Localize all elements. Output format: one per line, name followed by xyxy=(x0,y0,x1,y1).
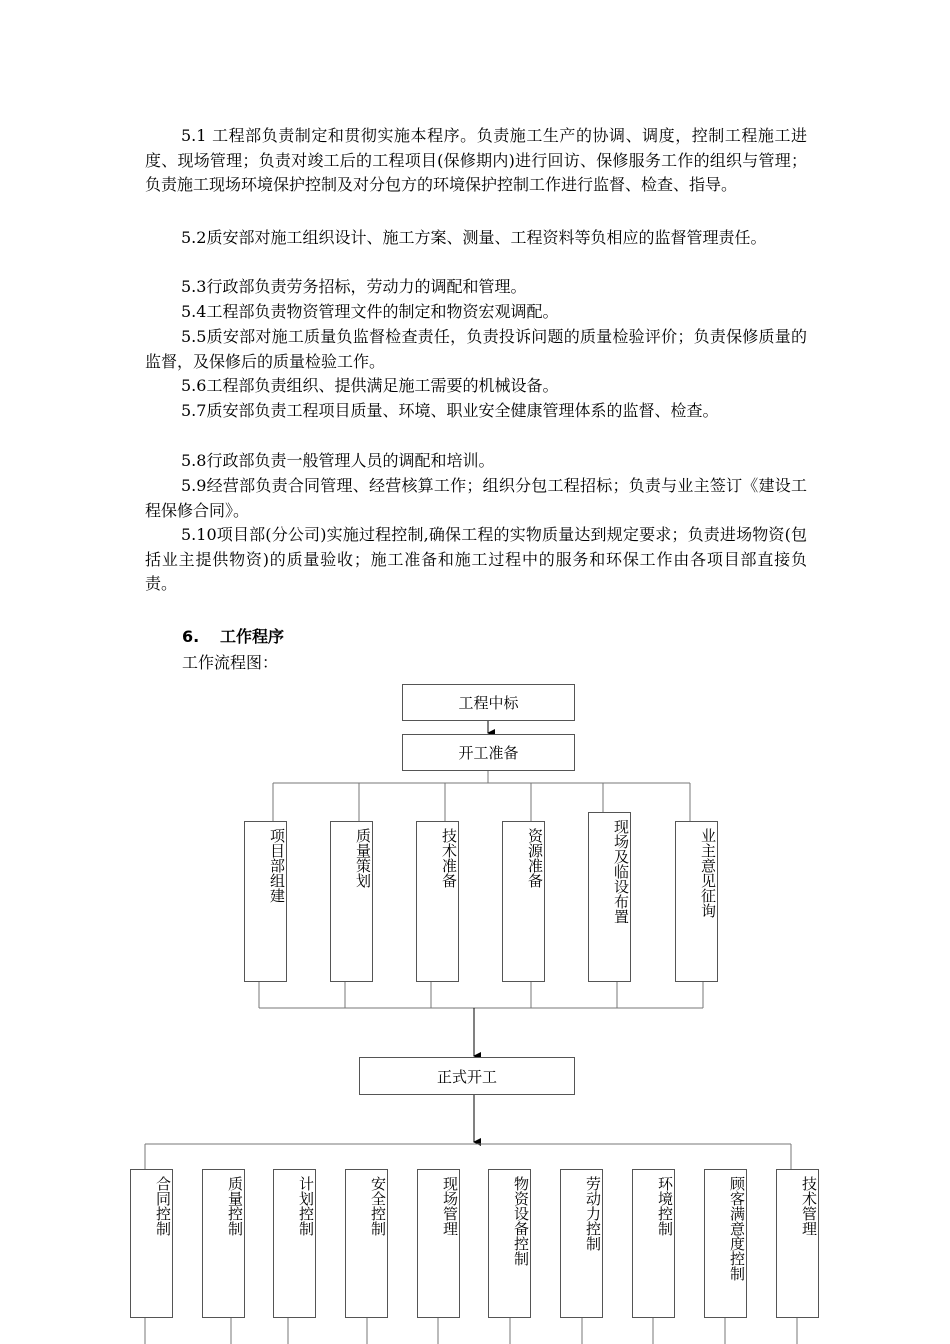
prep-item-owner-opinion: 业主意见征询 xyxy=(675,821,718,982)
section-title: 工作程序 xyxy=(220,627,285,646)
control-item-contract: 合同控制 xyxy=(130,1169,173,1318)
control-item-safety: 安全控制 xyxy=(345,1169,388,1318)
flow-prepare-box: 开工准备 xyxy=(402,734,575,771)
control-item-labor: 劳动力控制 xyxy=(560,1169,603,1318)
prep-item-project-team: 项目部组建 xyxy=(244,821,287,982)
paragraph-5-3: 5.3行政部负责劳务招标，劳动力的调配和管理。 xyxy=(181,277,527,296)
prep-item-resources: 资源准备 xyxy=(502,821,545,982)
flowchart-caption: 工作流程图： xyxy=(182,653,279,672)
prep-item-technical: 技术准备 xyxy=(416,821,459,982)
paragraph-5-5: 5.5质安部对施工质量负监督检查责任，负责投诉问题的质量检验评价；负责保修质量的监督，及保修后的质量检验工作。 xyxy=(145,327,807,371)
flow-start-box: 工程中标 xyxy=(402,684,575,721)
control-item-quality: 质量控制 xyxy=(202,1169,245,1318)
paragraph-5-2: 5.2质安部对施工组织设计、施工方案、测量、工程资料等负相应的监督管理责任。 xyxy=(181,228,767,247)
control-item-environment: 环境控制 xyxy=(632,1169,675,1318)
prep-item-site-layout: 现场及临设布置 xyxy=(588,812,631,982)
paragraph-5-9: 5.9经营部负责合同管理、经营核算工作；组织分包工程招标；负责与业主签订《建设工程保修合同》。 xyxy=(145,476,807,520)
paragraph-5-6: 5.6工程部负责组织、提供满足施工需要的机械设备。 xyxy=(181,376,559,395)
control-item-site: 现场管理 xyxy=(417,1169,460,1318)
control-item-customer-satisfaction: 顾客满意度控制 xyxy=(704,1169,747,1318)
paragraph-5-4: 5.4工程部负责物资管理文件的制定和物资宏观调配。 xyxy=(181,302,559,321)
control-item-materials: 物资设备控制 xyxy=(488,1169,531,1318)
paragraph-5-10: 5.10项目部(分公司)实施过程控制,确保工程的实物质量达到规定要求；负责进场物资(包括业主提供物资)的质量验收；施工准备和施工过程中的服务和环保工作由各项目部直接负责。 xyxy=(145,525,807,593)
paragraph-5-7: 5.7质安部负责工程项目质量、环境、职业安全健康管理体系的监督、检查。 xyxy=(181,401,719,420)
paragraph-5-8: 5.8行政部负责一般管理人员的调配和培训。 xyxy=(181,451,495,470)
flow-begin-box: 正式开工 xyxy=(359,1057,575,1095)
section-number: 6. xyxy=(182,627,200,646)
prep-item-quality-plan: 质量策划 xyxy=(330,821,373,982)
paragraph-5-1: 5.1 工程部负责制定和贯彻实施本程序。负责施工生产的协调、调度，控制工程施工进度、现场管理；负责对竣工后的工程项目(保修期内)进行回访、保修服务工作的组织与管理；负责施工现场环境保护控制及对分包方的环境保护控制工作进行监督、检查、指导。 xyxy=(145,126,807,194)
control-item-tech-management: 技术管理 xyxy=(776,1169,819,1318)
control-item-schedule: 计划控制 xyxy=(273,1169,316,1318)
